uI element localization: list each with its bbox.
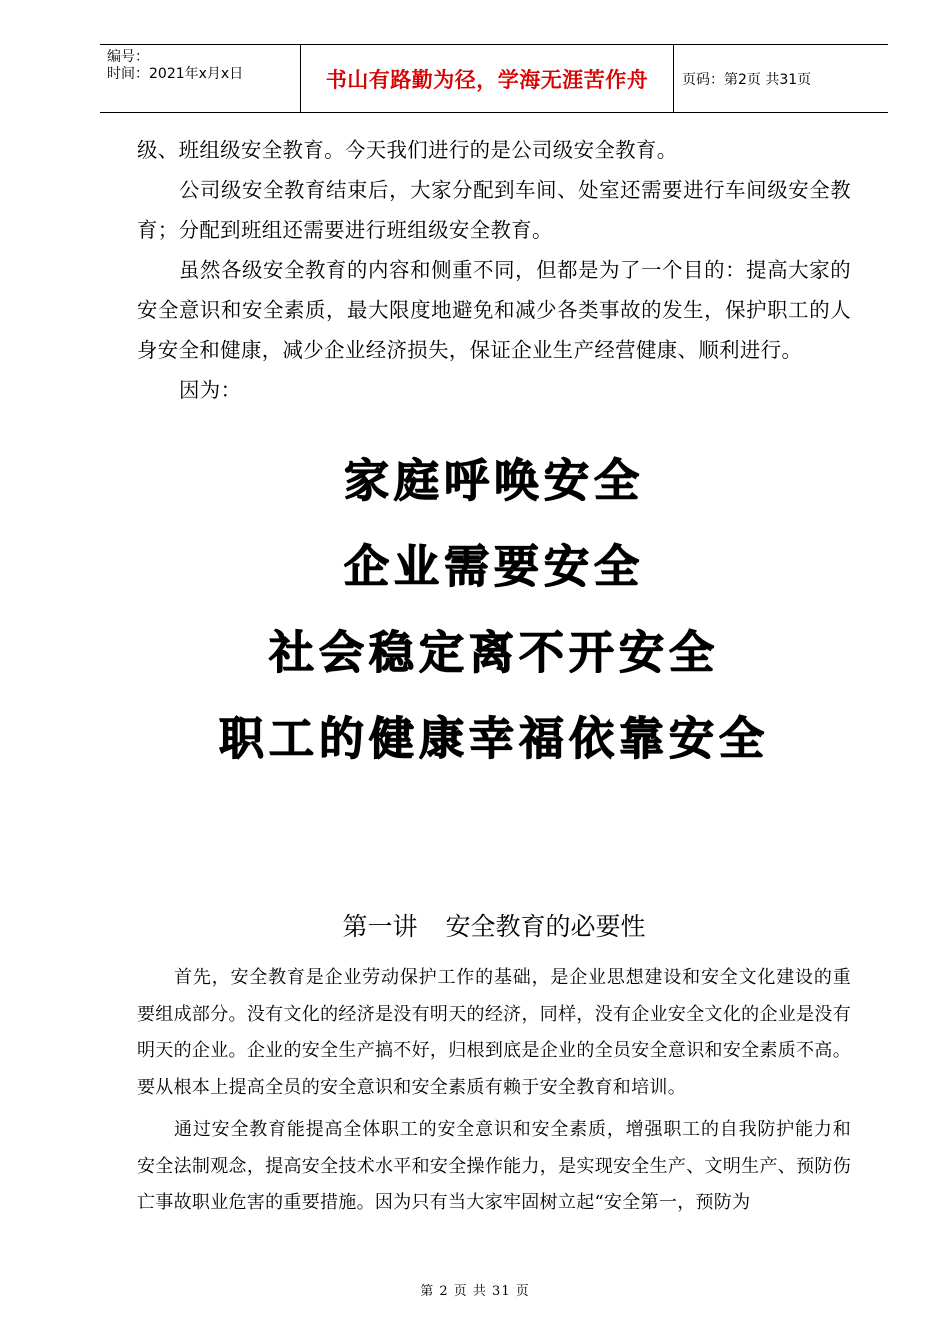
- lecture-heading: [100, 907, 888, 947]
- header-page-info-cell: [674, 45, 888, 112]
- lecture-paragraph: 首先，安全教育是企业劳动保护工作的基础，是企业思想建设和安全文化建设的重要组成部分。没有文化的经济是没有明天的经济，同样，没有企业安全文化的企业是没有明天的企业。企业的安全生产搞不好，归根到底是企业的全员安全意识和安全素质不高。要从根本上提高全员的安全意识和安全素质有赖于安全教育和培训。: [137, 967, 851, 1098]
- lecture-body: [137, 960, 851, 1222]
- slogan-block: [100, 438, 888, 782]
- lecture-number: 第一讲: [342, 912, 418, 941]
- intro-section: [137, 130, 851, 410]
- page-footer: [0, 1280, 950, 1299]
- intro-paragraph: 因为：: [179, 378, 242, 402]
- serial-label: 编号：: [107, 49, 149, 65]
- footer-page-number: 第 2 页 共 31 页: [420, 1284, 530, 1299]
- slogan-line: 企业需要安全: [343, 540, 644, 593]
- header-page-info: 页码：第2页 共31页: [682, 71, 812, 88]
- intro-paragraph: 虽然各级安全教育的内容和侧重不同，但都是为了一个目的：提高大家的安全意识和安全素质，最大限度地避免和减少各类事故的发生，保护职工的人身安全和健康，减少企业经济损失，保证企业生产经营健康、顺利进行。: [137, 258, 851, 362]
- header-motto: 书山有路勤为径，学海无涯苦作舟: [325, 67, 649, 92]
- time-label: 时间：2021年x月x日: [107, 66, 244, 82]
- slogan-line: 职工的健康幸福依靠安全: [218, 712, 769, 765]
- intro-paragraph: 公司级安全教育结束后，大家分配到车间、处室还需要进行车间级安全教育；分配到班组还需要进行班组级安全教育。: [137, 178, 851, 242]
- slogan-line: 家庭呼唤安全: [343, 454, 644, 507]
- page-header: [100, 44, 888, 113]
- lecture-title: 安全教育的必要性: [445, 912, 646, 941]
- header-meta: [100, 45, 300, 112]
- lecture-paragraph: 通过安全教育能提高全体职工的安全意识和安全素质，增强职工的自我防护能力和安全法制观念，提高安全技术水平和安全操作能力，是实现安全生产、文明生产、预防伤亡事故职业危害的重要措施。因为只有当大家牢固树立起“安全第一，预防为: [137, 1119, 851, 1213]
- slogan-line: 社会稳定离不开安全: [268, 626, 719, 679]
- intro-paragraph: 级、班组级安全教育。今天我们进行的是公司级安全教育。: [137, 138, 678, 162]
- header-motto-cell: [300, 45, 674, 112]
